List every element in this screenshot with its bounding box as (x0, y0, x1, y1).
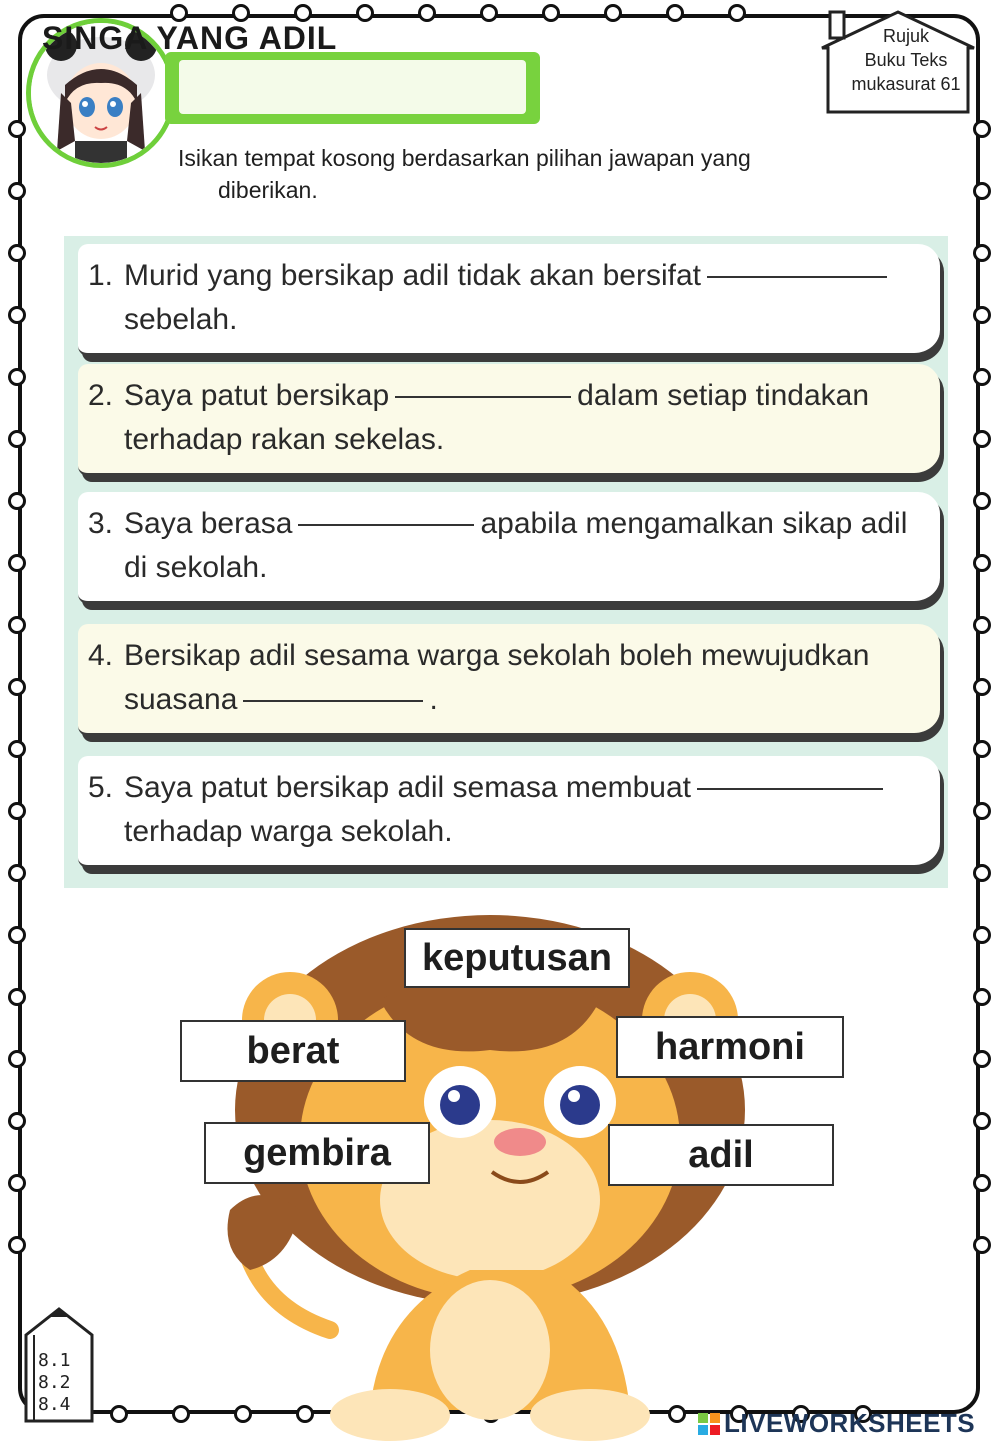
instruction-line-1: Isikan tempat kosong berdasarkan pilihan jawapan yang (178, 145, 751, 171)
reference-box (818, 8, 978, 118)
frame-loop (8, 802, 26, 820)
question-text-after: dalam setiap tindakan (577, 379, 870, 412)
frame-loop (542, 4, 560, 22)
frame-loop (480, 4, 498, 22)
word-option-gembira[interactable]: gembira (204, 1122, 430, 1184)
word-option-berat[interactable]: berat (180, 1020, 406, 1082)
word-option-keputusan[interactable]: keputusan (404, 928, 630, 988)
frame-loop (973, 182, 991, 200)
instruction-line-2: diberikan. (218, 177, 318, 203)
liveworksheets-mark-icon (698, 1413, 720, 1435)
question-card-2 (78, 364, 940, 476)
frame-loop (973, 678, 991, 696)
frame-loop (728, 4, 746, 22)
frame-loop (973, 926, 991, 944)
question-number: 3. (88, 507, 114, 540)
frame-loop (973, 430, 991, 448)
frame-loop (8, 1050, 26, 1068)
question-number: 2. (88, 379, 114, 412)
reference-line-2: Buku Teks (864, 50, 948, 70)
frame-loop (973, 864, 991, 882)
answer-blank-1[interactable] (707, 276, 887, 278)
skill-code-1: 8.1 (38, 1350, 71, 1371)
frame-loop (8, 430, 26, 448)
question-text-after: apabila mengamalkan sikap adil (480, 507, 908, 540)
word-option-adil[interactable]: adil (608, 1124, 834, 1186)
frame-loop (8, 740, 26, 758)
frame-loop (973, 740, 991, 758)
frame-loop (973, 988, 991, 1006)
question-text: Saya patut bersikap (124, 379, 390, 412)
liveworksheets-logo (698, 1408, 975, 1439)
answer-blank-3[interactable] (298, 524, 474, 526)
frame-loop (8, 492, 26, 510)
frame-loop (604, 4, 622, 22)
question-text: Saya berasa (124, 507, 293, 540)
frame-loop (666, 4, 684, 22)
question-number: 5. (88, 771, 114, 804)
answer-blank-2[interactable] (395, 396, 571, 398)
frame-loop (973, 554, 991, 572)
answer-blank-4[interactable] (243, 700, 423, 702)
question-text: Saya patut bersikap adil semasa membuat (124, 771, 691, 804)
frame-loop (973, 368, 991, 386)
skill-code-2: 8.2 (38, 1372, 71, 1393)
question-card-4 (78, 624, 940, 736)
frame-loop (8, 1174, 26, 1192)
frame-loop (356, 4, 374, 22)
question-text-line2: terhadap warga sekolah. (124, 815, 453, 848)
skill-code-3: 8.4 (38, 1394, 71, 1415)
frame-loop (8, 244, 26, 262)
frame-loop (973, 306, 991, 324)
reference-line-1: Rujuk (882, 26, 930, 46)
reference-line-3: mukasurat 61 (851, 74, 961, 94)
question-text: Murid yang bersikap adil tidak akan bersifat (124, 259, 701, 292)
frame-loop (8, 1112, 26, 1130)
instruction-text (178, 142, 898, 206)
frame-loop (973, 616, 991, 634)
frame-loop (973, 1174, 991, 1192)
frame-loop (8, 1236, 26, 1254)
question-card-3 (78, 492, 940, 604)
frame-loop (973, 1050, 991, 1068)
frame-loop (418, 4, 436, 22)
frame-loop (8, 120, 26, 138)
frame-loop (8, 678, 26, 696)
skill-codes (38, 1350, 71, 1416)
word-option-harmoni[interactable]: harmoni (616, 1016, 844, 1078)
question-text: Bersikap adil sesama warga sekolah boleh mewujudkan (124, 639, 870, 672)
question-number: 1. (88, 259, 114, 292)
frame-loop (973, 1236, 991, 1254)
frame-loop (973, 492, 991, 510)
question-text-line2: sebelah. (124, 303, 238, 336)
question-text-end: . (429, 683, 438, 716)
frame-loop (973, 120, 991, 138)
frame-loop (8, 368, 26, 386)
question-text-line2: terhadap rakan sekelas. (124, 423, 445, 456)
question-text-line2: di sekolah. (124, 551, 268, 584)
frame-loop (973, 1112, 991, 1130)
page-title: SINGA YANG ADIL (42, 20, 338, 56)
frame-loop (8, 864, 26, 882)
frame-loop (8, 554, 26, 572)
answer-blank-5[interactable] (697, 788, 883, 790)
frame-loop (8, 182, 26, 200)
frame-loop (973, 244, 991, 262)
frame-loop (8, 926, 26, 944)
question-number: 4. (88, 639, 114, 672)
frame-loop (8, 306, 26, 324)
title-banner (165, 52, 540, 124)
frame-loop (973, 802, 991, 820)
question-card-1 (78, 244, 940, 356)
frame-loop (8, 616, 26, 634)
frame-loop (110, 1405, 128, 1423)
question-text-line2: suasana (124, 683, 238, 716)
frame-loop (8, 988, 26, 1006)
question-card-5 (78, 756, 940, 868)
brand-name: LIVEWORKSHEETS (724, 1408, 976, 1438)
